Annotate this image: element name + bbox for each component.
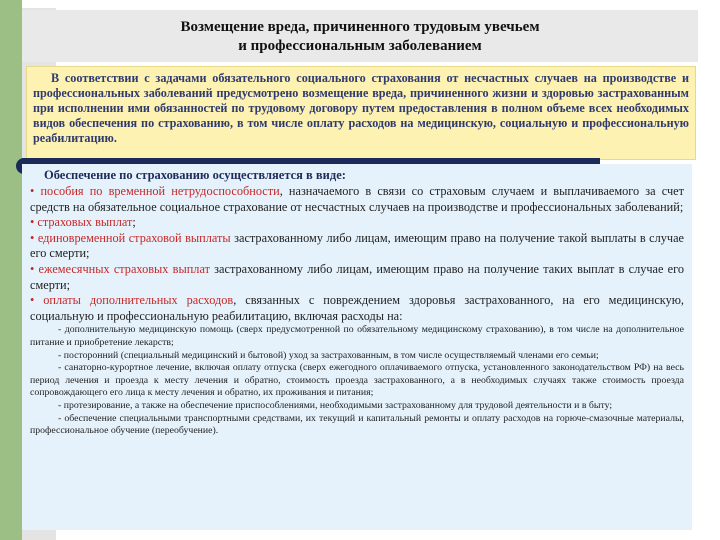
item-highlight: оплаты дополнительных расходов — [43, 293, 234, 308]
item-text: , связанных с повреждением здоровья застрахованного, на его медицинскую, социальную и профессиональную реабилитацию, включая расходы на: — [30, 293, 684, 323]
bullet-icon: • — [30, 215, 35, 230]
sub-item: - протезирование, а также на обеспечение приспособлениями, необходимыми застрахованному для трудовой деятельности и в быту; — [58, 399, 613, 411]
list-item — [30, 215, 684, 231]
item-text: застрахованному либо лицам, имеющим право на получение таких выплат в случае его смерти; — [30, 261, 685, 292]
bullet-icon: • — [30, 293, 35, 308]
left-decor-strip — [0, 0, 22, 540]
list-item — [30, 184, 684, 215]
item-highlight: пособия по временной нетрудоспособности — [40, 184, 280, 198]
item-highlight: ежемесячных страховых выплат — [38, 261, 210, 276]
item-highlight: единовременной страховой выплаты — [37, 230, 231, 245]
intro-text: В соответствии с задачами обязательного социального страхования от несчастных случаев на производстве и профессиональных заболеваний предусмотрено возмещение вреда, причиненного жизни и здоровью застрахованным при исполнении ими обязанностей по трудовому договору путем предоставления в полном объеме всех необходимых видов обеспечения по страхованию, в том числе оплату расходов на медицинскую, социальную и профессиональную реабилитацию. — [33, 71, 689, 145]
page-title — [22, 10, 698, 56]
sub-item: - обеспечение специальными транспортными средствами, их текущий и капитальный ремонты и оплату расходов на горюче-смазочные материалы, профессиональное обучение (переобучение). — [30, 412, 684, 437]
list-item — [30, 262, 684, 293]
main-box — [22, 164, 692, 530]
item-text: , назначаемого в связи со страховым случаем и выплачиваемого за счет средств на обязательное социальное страхование от несчастных случаев на производстве и профессиональных заболеваний; — [30, 184, 684, 214]
item-text: ; — [132, 215, 136, 230]
title-box — [22, 10, 698, 62]
item-text: застрахованному либо лицам, имеющим право на получение такой выплаты в случае его смерти; — [30, 230, 684, 261]
bullet-icon: • — [30, 184, 35, 198]
sub-item: - дополнительную медицинскую помощь (сверх предусмотренной по обязательному медицинскому страхованию), в том числе на дополнительное питание и приобретение лекарств; — [30, 324, 684, 348]
section-heading: Обеспечение по страхованию осуществляется в виде: — [44, 168, 346, 182]
title-line-2: и профессиональным заболеванием — [238, 38, 482, 54]
item-highlight: страховых выплат — [37, 215, 133, 230]
intro-box — [26, 66, 696, 160]
list-item — [30, 231, 684, 262]
main-content — [22, 164, 692, 438]
title-line-1: Возмещение вреда, причиненного трудовым увечьем — [180, 19, 540, 35]
sub-item: - посторонний (специальный медицинский и бытовой) уход за застрахованным, в том числе осуществляемый членами его семьи; — [58, 349, 599, 361]
top-band — [22, 0, 720, 8]
list-item — [30, 293, 684, 324]
bullet-icon: • — [30, 230, 35, 245]
sub-item: - санаторно-курортное лечение, включая оплату отпуска (сверх ежегодного оплачиваемого отпуска, установленного законодательством РФ) на весь период лечения и проезда к месту лечения и обратно, стоимость проезда застрахованного, а в необходимых случаях также стоимость проезда сопровождающего его лица к месту лечения и обратно, их проживания и питания; — [30, 362, 684, 399]
bullet-icon: • — [30, 261, 35, 276]
